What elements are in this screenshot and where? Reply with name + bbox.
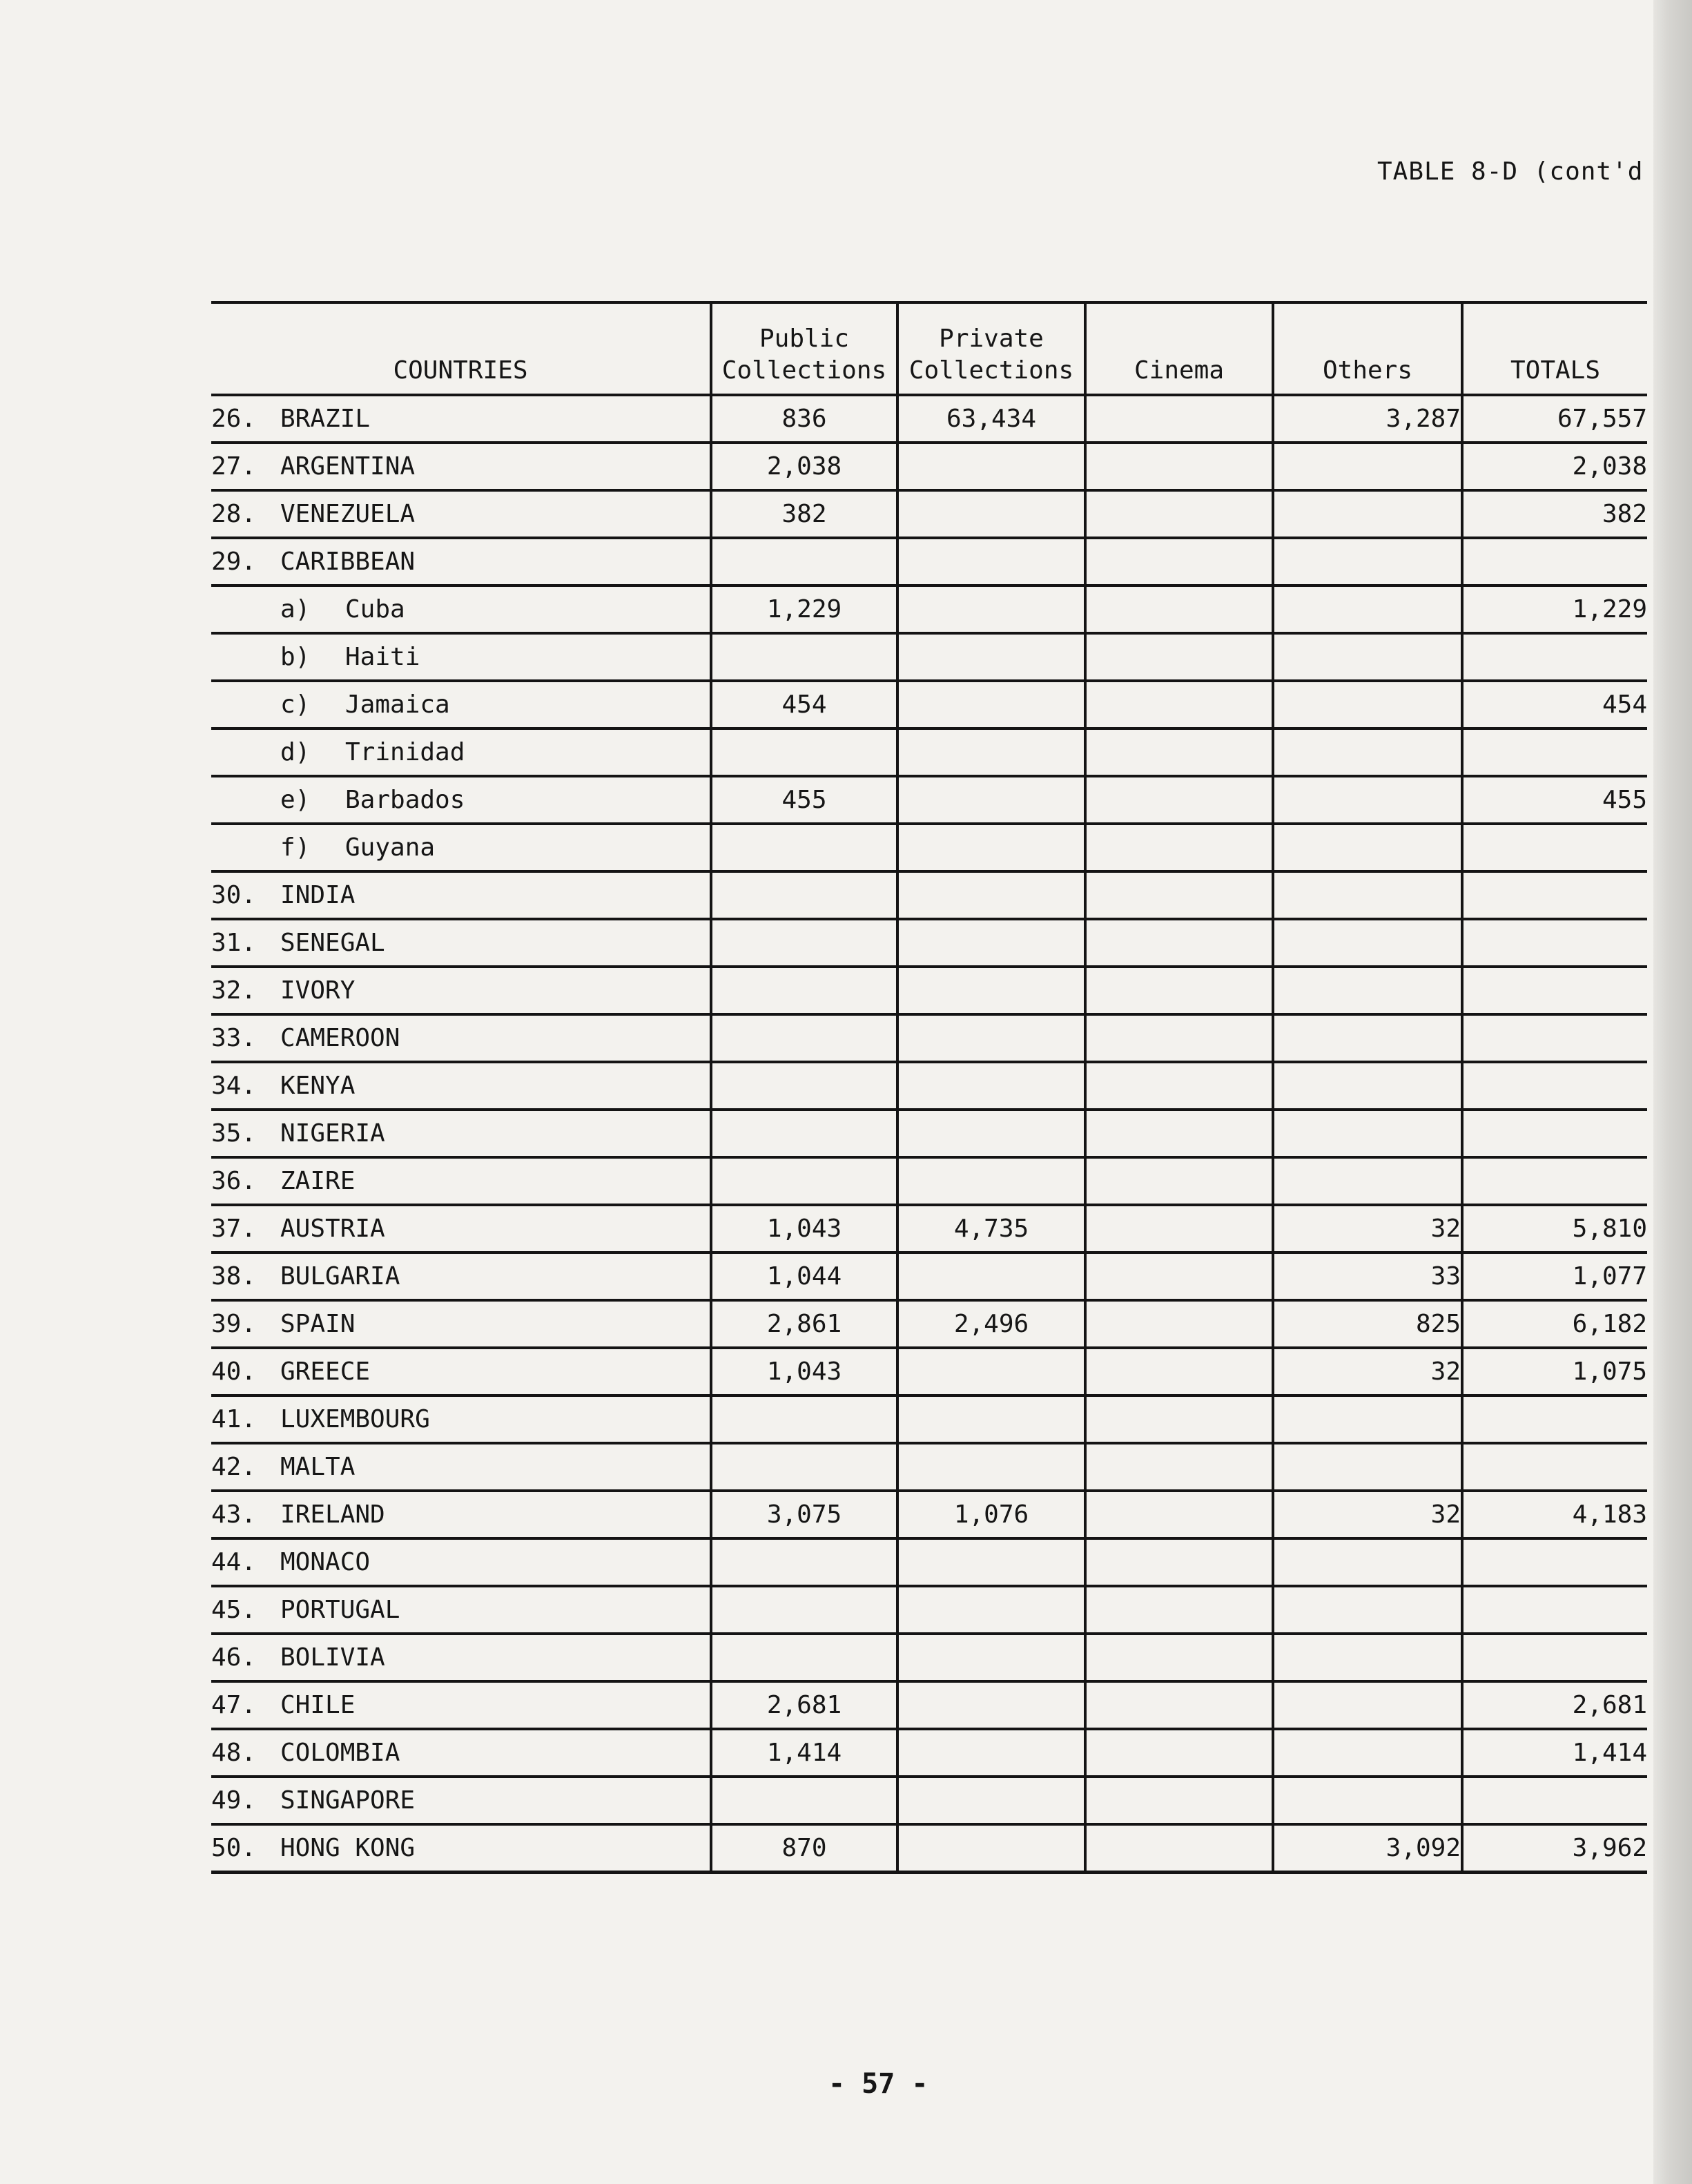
totals-cell: 2,038 xyxy=(1462,443,1647,490)
totals-cell xyxy=(1462,1538,1647,1586)
others-cell: 3,092 xyxy=(1273,1824,1462,1873)
others-cell xyxy=(1273,1443,1462,1491)
country-name: SINGAPORE xyxy=(280,1786,416,1815)
others-cell xyxy=(1273,1538,1462,1586)
column-header-totals: TOTALS xyxy=(1462,302,1647,395)
cinema-cell xyxy=(1085,1681,1273,1729)
private-collections-cell xyxy=(897,1634,1085,1681)
totals-cell xyxy=(1462,1157,1647,1205)
private-collections-cell xyxy=(897,1443,1085,1491)
row-number: 33. xyxy=(211,1024,257,1052)
country-name: ZAIRE xyxy=(280,1167,356,1195)
country-name: AUSTRIA xyxy=(280,1215,385,1243)
country-cell xyxy=(211,1491,711,1538)
private-collections-cell xyxy=(897,871,1085,919)
cinema-cell xyxy=(1085,538,1273,586)
country-name: MONACO xyxy=(280,1548,371,1576)
country-cell xyxy=(211,1443,711,1491)
private-collections-cell xyxy=(897,1777,1085,1824)
row-number: 41. xyxy=(211,1405,257,1433)
cinema-cell xyxy=(1085,1538,1273,1586)
country-cell xyxy=(211,1681,711,1729)
sub-item-letter: c) xyxy=(280,690,311,719)
cinema-cell xyxy=(1085,1729,1273,1777)
cinema-cell xyxy=(1085,586,1273,633)
row-number: 47. xyxy=(211,1691,257,1719)
public-collections-cell xyxy=(711,1443,897,1491)
others-cell xyxy=(1273,1777,1462,1824)
country-cell xyxy=(211,538,711,586)
private-collections-cell xyxy=(897,1253,1085,1300)
country-cell xyxy=(211,395,711,443)
cinema-cell xyxy=(1085,1348,1273,1395)
row-number: 27. xyxy=(211,452,257,481)
country-name: ARGENTINA xyxy=(280,452,416,481)
private-collections-cell xyxy=(897,681,1085,728)
others-cell: 3,287 xyxy=(1273,395,1462,443)
others-cell xyxy=(1273,1634,1462,1681)
private-collections-cell xyxy=(897,1586,1085,1634)
totals-cell: 3,962 xyxy=(1462,1824,1647,1873)
row-number: 44. xyxy=(211,1548,257,1576)
public-collections-cell xyxy=(711,967,897,1014)
column-header-cinema: Cinema xyxy=(1085,302,1273,395)
country-cell xyxy=(211,1300,711,1348)
public-collections-cell: 1,044 xyxy=(711,1253,897,1300)
private-collections-cell: 1,076 xyxy=(897,1491,1085,1538)
cinema-cell xyxy=(1085,1062,1273,1110)
others-cell xyxy=(1273,776,1462,824)
row-number: 42. xyxy=(211,1453,257,1481)
country-name: Cuba xyxy=(345,595,405,624)
others-cell xyxy=(1273,1586,1462,1634)
table-row xyxy=(211,1729,1647,1777)
private-collections-cell xyxy=(897,443,1085,490)
private-collections-cell: 4,735 xyxy=(897,1205,1085,1253)
private-collections-cell xyxy=(897,1824,1085,1873)
public-collections-cell: 1,229 xyxy=(711,586,897,633)
page-number: - 57 - xyxy=(828,2068,928,2100)
public-collections-cell xyxy=(711,919,897,967)
table-row xyxy=(211,1777,1647,1824)
sub-item-letter: f) xyxy=(280,833,311,862)
totals-cell: 67,557 xyxy=(1462,395,1647,443)
totals-cell xyxy=(1462,1777,1647,1824)
row-number: 34. xyxy=(211,1072,257,1100)
country-name: Jamaica xyxy=(345,690,450,719)
table-row xyxy=(211,633,1647,681)
public-collections-cell xyxy=(711,1395,897,1443)
others-cell xyxy=(1273,1014,1462,1062)
public-collections-cell xyxy=(711,871,897,919)
country-name: HONG KONG xyxy=(280,1834,416,1862)
country-cell xyxy=(211,586,711,633)
others-cell xyxy=(1273,1157,1462,1205)
private-collections-cell xyxy=(897,1062,1085,1110)
column-header-private-line2: Collections xyxy=(908,356,1074,385)
cinema-cell xyxy=(1085,633,1273,681)
others-cell xyxy=(1273,1062,1462,1110)
private-collections-cell xyxy=(897,1395,1085,1443)
public-collections-cell: 454 xyxy=(711,681,897,728)
table-row xyxy=(211,1824,1647,1873)
row-number: 37. xyxy=(211,1215,257,1243)
private-collections-cell xyxy=(897,1681,1085,1729)
country-cell xyxy=(211,1157,711,1205)
column-header-private-line1: Private xyxy=(939,325,1044,353)
table-row xyxy=(211,538,1647,586)
country-cell xyxy=(211,633,711,681)
country-cell xyxy=(211,1110,711,1157)
country-cell xyxy=(211,1729,711,1777)
row-number: 43. xyxy=(211,1500,257,1529)
table-row xyxy=(211,1110,1647,1157)
table-row xyxy=(211,871,1647,919)
totals-cell xyxy=(1462,871,1647,919)
totals-cell xyxy=(1462,967,1647,1014)
row-number: 30. xyxy=(211,881,257,909)
country-name: IRELAND xyxy=(280,1500,385,1529)
table-row xyxy=(211,728,1647,776)
others-cell xyxy=(1273,1110,1462,1157)
row-number: 36. xyxy=(211,1167,257,1195)
public-collections-cell: 2,681 xyxy=(711,1681,897,1729)
public-collections-cell xyxy=(711,1586,897,1634)
country-cell xyxy=(211,776,711,824)
public-collections-cell: 455 xyxy=(711,776,897,824)
table-row xyxy=(211,681,1647,728)
public-collections-cell: 382 xyxy=(711,490,897,538)
country-cell xyxy=(211,728,711,776)
column-header-others: Others xyxy=(1273,302,1462,395)
table-body xyxy=(211,395,1647,1873)
totals-cell: 455 xyxy=(1462,776,1647,824)
totals-cell xyxy=(1462,1586,1647,1634)
others-cell xyxy=(1273,967,1462,1014)
table-header-row xyxy=(211,302,1647,395)
others-cell xyxy=(1273,681,1462,728)
cinema-cell xyxy=(1085,1634,1273,1681)
country-cell xyxy=(211,1777,711,1824)
totals-cell: 5,810 xyxy=(1462,1205,1647,1253)
paper-edge xyxy=(1653,0,1692,2184)
table-title: TABLE 8-D (cont'd xyxy=(1377,157,1644,186)
private-collections-cell xyxy=(897,1729,1085,1777)
others-cell: 32 xyxy=(1273,1205,1462,1253)
table-row xyxy=(211,1538,1647,1586)
cinema-cell xyxy=(1085,1491,1273,1538)
private-collections-cell xyxy=(897,967,1085,1014)
row-number: 28. xyxy=(211,500,257,528)
row-number: 35. xyxy=(211,1119,257,1148)
others-cell xyxy=(1273,728,1462,776)
country-cell xyxy=(211,824,711,871)
totals-cell xyxy=(1462,728,1647,776)
table-row xyxy=(211,1348,1647,1395)
table-row xyxy=(211,776,1647,824)
others-cell xyxy=(1273,824,1462,871)
others-cell xyxy=(1273,1729,1462,1777)
country-name: GREECE xyxy=(280,1357,371,1386)
public-collections-cell xyxy=(711,1014,897,1062)
row-number: 31. xyxy=(211,929,257,957)
public-collections-cell xyxy=(711,728,897,776)
country-name: BULGARIA xyxy=(280,1262,400,1291)
totals-cell: 1,229 xyxy=(1462,586,1647,633)
country-name: INDIA xyxy=(280,881,356,909)
country-name: BRAZIL xyxy=(280,405,371,433)
totals-cell xyxy=(1462,919,1647,967)
table-row xyxy=(211,1014,1647,1062)
public-collections-cell: 870 xyxy=(711,1824,897,1873)
country-name: Haiti xyxy=(345,643,420,671)
others-cell xyxy=(1273,1395,1462,1443)
table-row xyxy=(211,1681,1647,1729)
cinema-cell xyxy=(1085,728,1273,776)
totals-cell xyxy=(1462,1062,1647,1110)
country-name: Guyana xyxy=(345,833,436,862)
table-row xyxy=(211,490,1647,538)
country-cell xyxy=(211,1205,711,1253)
private-collections-cell xyxy=(897,1157,1085,1205)
country-cell xyxy=(211,1014,711,1062)
country-name: CARIBBEAN xyxy=(280,548,416,576)
country-name: Barbados xyxy=(345,786,465,814)
sub-item-letter: b) xyxy=(280,643,311,671)
others-cell xyxy=(1273,919,1462,967)
table-row xyxy=(211,443,1647,490)
cinema-cell xyxy=(1085,443,1273,490)
country-cell xyxy=(211,871,711,919)
table-row xyxy=(211,1157,1647,1205)
public-collections-cell: 1,414 xyxy=(711,1729,897,1777)
private-collections-cell xyxy=(897,633,1085,681)
public-collections-cell: 2,861 xyxy=(711,1300,897,1348)
country-cell xyxy=(211,443,711,490)
cinema-cell xyxy=(1085,1824,1273,1873)
country-cell xyxy=(211,1062,711,1110)
cinema-cell xyxy=(1085,1586,1273,1634)
table-row xyxy=(211,1634,1647,1681)
public-collections-cell: 1,043 xyxy=(711,1205,897,1253)
cinema-cell xyxy=(1085,1777,1273,1824)
sub-item-letter: d) xyxy=(280,738,311,766)
totals-cell xyxy=(1462,824,1647,871)
private-collections-cell xyxy=(897,538,1085,586)
totals-cell: 1,077 xyxy=(1462,1253,1647,1300)
column-header-private xyxy=(897,302,1085,395)
cinema-cell xyxy=(1085,681,1273,728)
public-collections-cell xyxy=(711,538,897,586)
others-cell xyxy=(1273,538,1462,586)
country-name: KENYA xyxy=(280,1072,356,1100)
row-number: 45. xyxy=(211,1596,257,1624)
cinema-cell xyxy=(1085,1014,1273,1062)
totals-cell: 2,681 xyxy=(1462,1681,1647,1729)
country-cell xyxy=(211,1538,711,1586)
public-collections-cell xyxy=(711,1538,897,1586)
others-cell: 32 xyxy=(1273,1348,1462,1395)
country-cell xyxy=(211,919,711,967)
totals-cell xyxy=(1462,1110,1647,1157)
others-cell xyxy=(1273,633,1462,681)
public-collections-cell: 1,043 xyxy=(711,1348,897,1395)
public-collections-cell: 836 xyxy=(711,395,897,443)
private-collections-cell xyxy=(897,728,1085,776)
country-cell xyxy=(211,967,711,1014)
public-collections-cell: 2,038 xyxy=(711,443,897,490)
country-cell xyxy=(211,1348,711,1395)
table-row xyxy=(211,1443,1647,1491)
country-name: BOLIVIA xyxy=(280,1643,385,1672)
cinema-cell xyxy=(1085,919,1273,967)
totals-cell xyxy=(1462,538,1647,586)
totals-cell: 1,075 xyxy=(1462,1348,1647,1395)
row-number: 48. xyxy=(211,1739,257,1767)
country-name: LUXEMBOURG xyxy=(280,1405,430,1433)
row-number: 32. xyxy=(211,976,257,1005)
public-collections-cell xyxy=(711,1777,897,1824)
private-collections-cell xyxy=(897,1538,1085,1586)
totals-cell xyxy=(1462,1014,1647,1062)
private-collections-cell: 63,434 xyxy=(897,395,1085,443)
table-row xyxy=(211,1062,1647,1110)
totals-cell xyxy=(1462,1395,1647,1443)
row-number: 50. xyxy=(211,1834,257,1862)
column-header-public-line1: Public xyxy=(759,325,850,353)
public-collections-cell xyxy=(711,1634,897,1681)
others-cell xyxy=(1273,1681,1462,1729)
totals-cell xyxy=(1462,633,1647,681)
row-number: 46. xyxy=(211,1643,257,1672)
column-header-public xyxy=(711,302,897,395)
others-cell: 33 xyxy=(1273,1253,1462,1300)
totals-cell: 6,182 xyxy=(1462,1300,1647,1348)
private-collections-cell: 2,496 xyxy=(897,1300,1085,1348)
table-row xyxy=(211,1205,1647,1253)
table-row xyxy=(211,1300,1647,1348)
country-name: PORTUGAL xyxy=(280,1596,400,1624)
private-collections-cell xyxy=(897,1348,1085,1395)
public-collections-cell xyxy=(711,824,897,871)
table-row xyxy=(211,967,1647,1014)
cinema-cell xyxy=(1085,395,1273,443)
private-collections-cell xyxy=(897,776,1085,824)
private-collections-cell xyxy=(897,1110,1085,1157)
cinema-cell xyxy=(1085,1443,1273,1491)
public-collections-cell: 3,075 xyxy=(711,1491,897,1538)
table-row xyxy=(211,1253,1647,1300)
country-name: MALTA xyxy=(280,1453,356,1481)
sub-item-letter: a) xyxy=(280,595,311,624)
cinema-cell xyxy=(1085,967,1273,1014)
private-collections-cell xyxy=(897,919,1085,967)
others-cell: 32 xyxy=(1273,1491,1462,1538)
others-cell xyxy=(1273,586,1462,633)
cinema-cell xyxy=(1085,824,1273,871)
row-number: 39. xyxy=(211,1310,257,1338)
country-name: SPAIN xyxy=(280,1310,356,1338)
country-name: CAMEROON xyxy=(280,1024,400,1052)
row-number: 26. xyxy=(211,405,257,433)
country-cell xyxy=(211,1253,711,1300)
country-cell xyxy=(211,681,711,728)
public-collections-cell xyxy=(711,1062,897,1110)
country-name: SENEGAL xyxy=(280,929,385,957)
country-cell xyxy=(211,1824,711,1873)
private-collections-cell xyxy=(897,1014,1085,1062)
country-cell xyxy=(211,1395,711,1443)
table-row xyxy=(211,395,1647,443)
totals-cell: 1,414 xyxy=(1462,1729,1647,1777)
private-collections-cell xyxy=(897,824,1085,871)
public-collections-cell xyxy=(711,1110,897,1157)
country-name: Trinidad xyxy=(345,738,465,766)
data-table-container xyxy=(211,301,1647,1874)
row-number: 38. xyxy=(211,1262,257,1291)
row-number: 29. xyxy=(211,548,257,576)
country-name: VENEZUELA xyxy=(280,500,416,528)
public-collections-cell xyxy=(711,1157,897,1205)
cinema-cell xyxy=(1085,1300,1273,1348)
totals-cell xyxy=(1462,1634,1647,1681)
country-name: IVORY xyxy=(280,976,356,1005)
others-cell xyxy=(1273,871,1462,919)
cinema-cell xyxy=(1085,1395,1273,1443)
cinema-cell xyxy=(1085,1157,1273,1205)
country-name: CHILE xyxy=(280,1691,356,1719)
table-row xyxy=(211,824,1647,871)
others-cell xyxy=(1273,443,1462,490)
private-collections-cell xyxy=(897,490,1085,538)
table-row xyxy=(211,586,1647,633)
cinema-cell xyxy=(1085,871,1273,919)
row-number: 49. xyxy=(211,1786,257,1815)
table-row xyxy=(211,1491,1647,1538)
others-cell xyxy=(1273,490,1462,538)
public-collections-cell xyxy=(711,633,897,681)
country-cell xyxy=(211,1586,711,1634)
cinema-cell xyxy=(1085,1253,1273,1300)
cinema-cell xyxy=(1085,1205,1273,1253)
others-cell: 825 xyxy=(1273,1300,1462,1348)
column-header-countries: COUNTRIES xyxy=(211,302,711,395)
column-header-public-line2: Collections xyxy=(721,356,887,385)
private-collections-cell xyxy=(897,586,1085,633)
country-name: NIGERIA xyxy=(280,1119,385,1148)
totals-cell: 454 xyxy=(1462,681,1647,728)
cinema-cell xyxy=(1085,776,1273,824)
table-row xyxy=(211,919,1647,967)
row-number: 40. xyxy=(211,1357,257,1386)
table-row xyxy=(211,1586,1647,1634)
totals-cell: 382 xyxy=(1462,490,1647,538)
cinema-cell xyxy=(1085,1110,1273,1157)
country-name: COLOMBIA xyxy=(280,1739,400,1767)
totals-cell: 4,183 xyxy=(1462,1491,1647,1538)
table-row xyxy=(211,1395,1647,1443)
country-cell xyxy=(211,1634,711,1681)
totals-cell xyxy=(1462,1443,1647,1491)
data-table xyxy=(211,301,1647,1874)
cinema-cell xyxy=(1085,490,1273,538)
country-cell xyxy=(211,490,711,538)
sub-item-letter: e) xyxy=(280,786,311,814)
